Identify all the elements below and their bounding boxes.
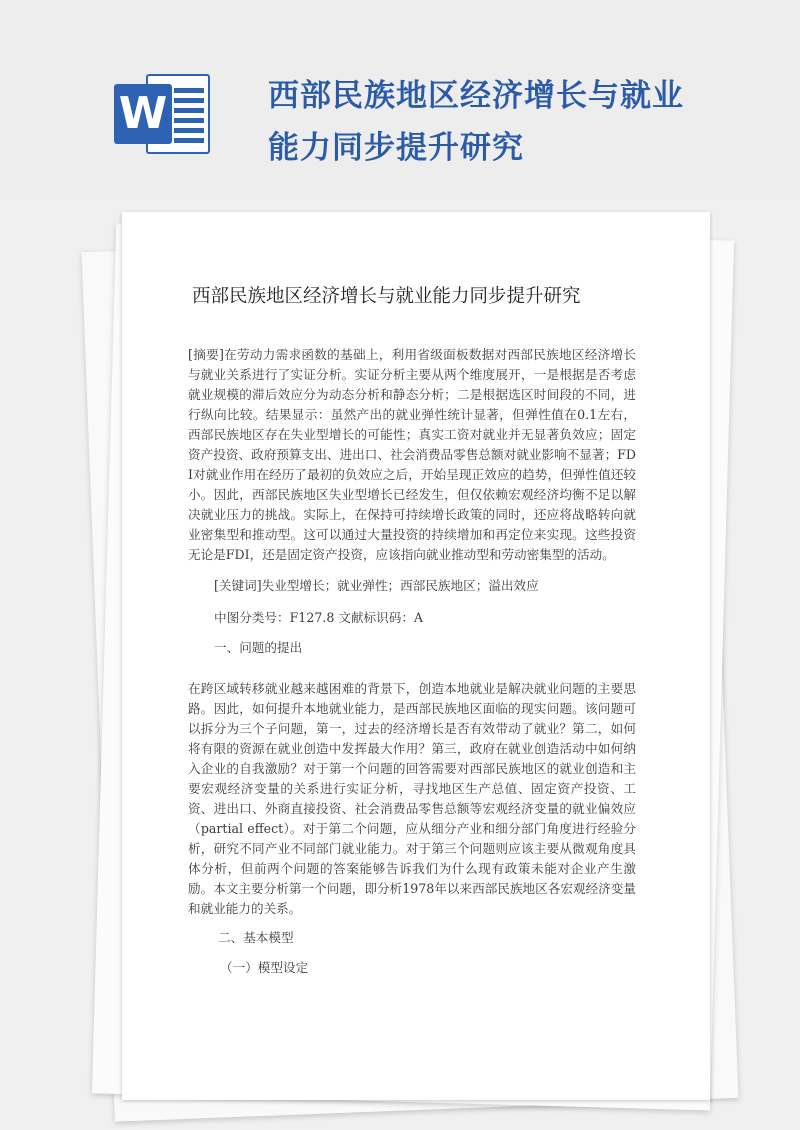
word-logo-letter: W — [114, 84, 172, 144]
keywords-line: [关键词]失业型增长；就业弹性；西部民族地区；溢出效应 — [214, 578, 539, 593]
subsection-heading: （一）模型设定 — [220, 960, 309, 975]
abstract-paragraph: [摘要]在劳动力需求函数的基础上，利用省级面板数据对西部民族地区经济增长与就业关系进行了实证分析。实证分析主要从两个维度展开，一是根据是否考虑就业规模的滞后效应分为动态分析和静态分析；二是根据选区时间段的不同，进行纵向比较。结果显示：虽然产出的就业弹性统计显著，但弹性值在0.1左右，西部民族地区存在失业型增长的可能性；真实工资对就业并无显著负效应；固定资产投资、政府预算支出、进出口、社会消费品零售总额对就业影响不显著；FDI对就业作用在经历了最初的负效应之后，开始呈现正效应的趋势，但弹性值还较小。因此，西部民族地区失业型增长已经发生，但仅依赖宏观经济均衡不足以解决就业压力的挑战。实际上，在保持可持续增长政策的同时，还应将战略转向就业密集型和推动型。这可以通过大量投资的持续增加和再定位来实现。这些投资无论是FDI，还是固定资产投资，应该指向就业推动型和劳动密集型的活动。 — [188, 347, 636, 562]
section-heading-1: 一、问题的提出 — [214, 640, 303, 655]
document-title: 西部民族地区经济增长与就业能力同步提升研究 — [192, 286, 581, 307]
word-document-icon — [108, 60, 220, 160]
banner — [0, 0, 800, 200]
section-heading-2: 二、基本模型 — [218, 930, 294, 945]
banner-title: 西部民族地区经济增长与就业能力同步提升研究 — [268, 78, 684, 166]
document-page — [122, 212, 710, 1100]
section-1-body: 在跨区域转移就业越来越困难的背景下，创造本地就业是解决就业问题的主要思路。因此，如何提升本地就业能力，是西部民族地区面临的现实问题。该问题可以拆分为三个子问题，第一，过去的经济增长是否有效带动了就业？第二，如何将有限的资源在就业创造中发挥最大作用？第三，政府在就业创造活动中如何纳入企业的自我激励？对于第一个问题的回答需要对西部民族地区的就业创造和主要宏观经济变量的关系进行实证分析，寻找地区生产总值、固定资产投资、工资、进出口、外商直接投资、社会消费品零售总额等宏观经济变量的就业偏效应（partial effect）。对于第二个问题，应从细分产业和细分部门角度进行经验分析，研究不同产业不同部门就业能力。对于第三个问题则应该主要从微观角度具体分析，但前两个问题的答案能够告诉我们为什么现有政策未能对企业产生激励。本文主要分析第一个问题，即分析1978年以来西部民族地区各宏观经济变量和就业能力的关系。 — [188, 681, 636, 916]
classification-line: 中图分类号：F127.8 文献标识码：A — [214, 610, 424, 625]
